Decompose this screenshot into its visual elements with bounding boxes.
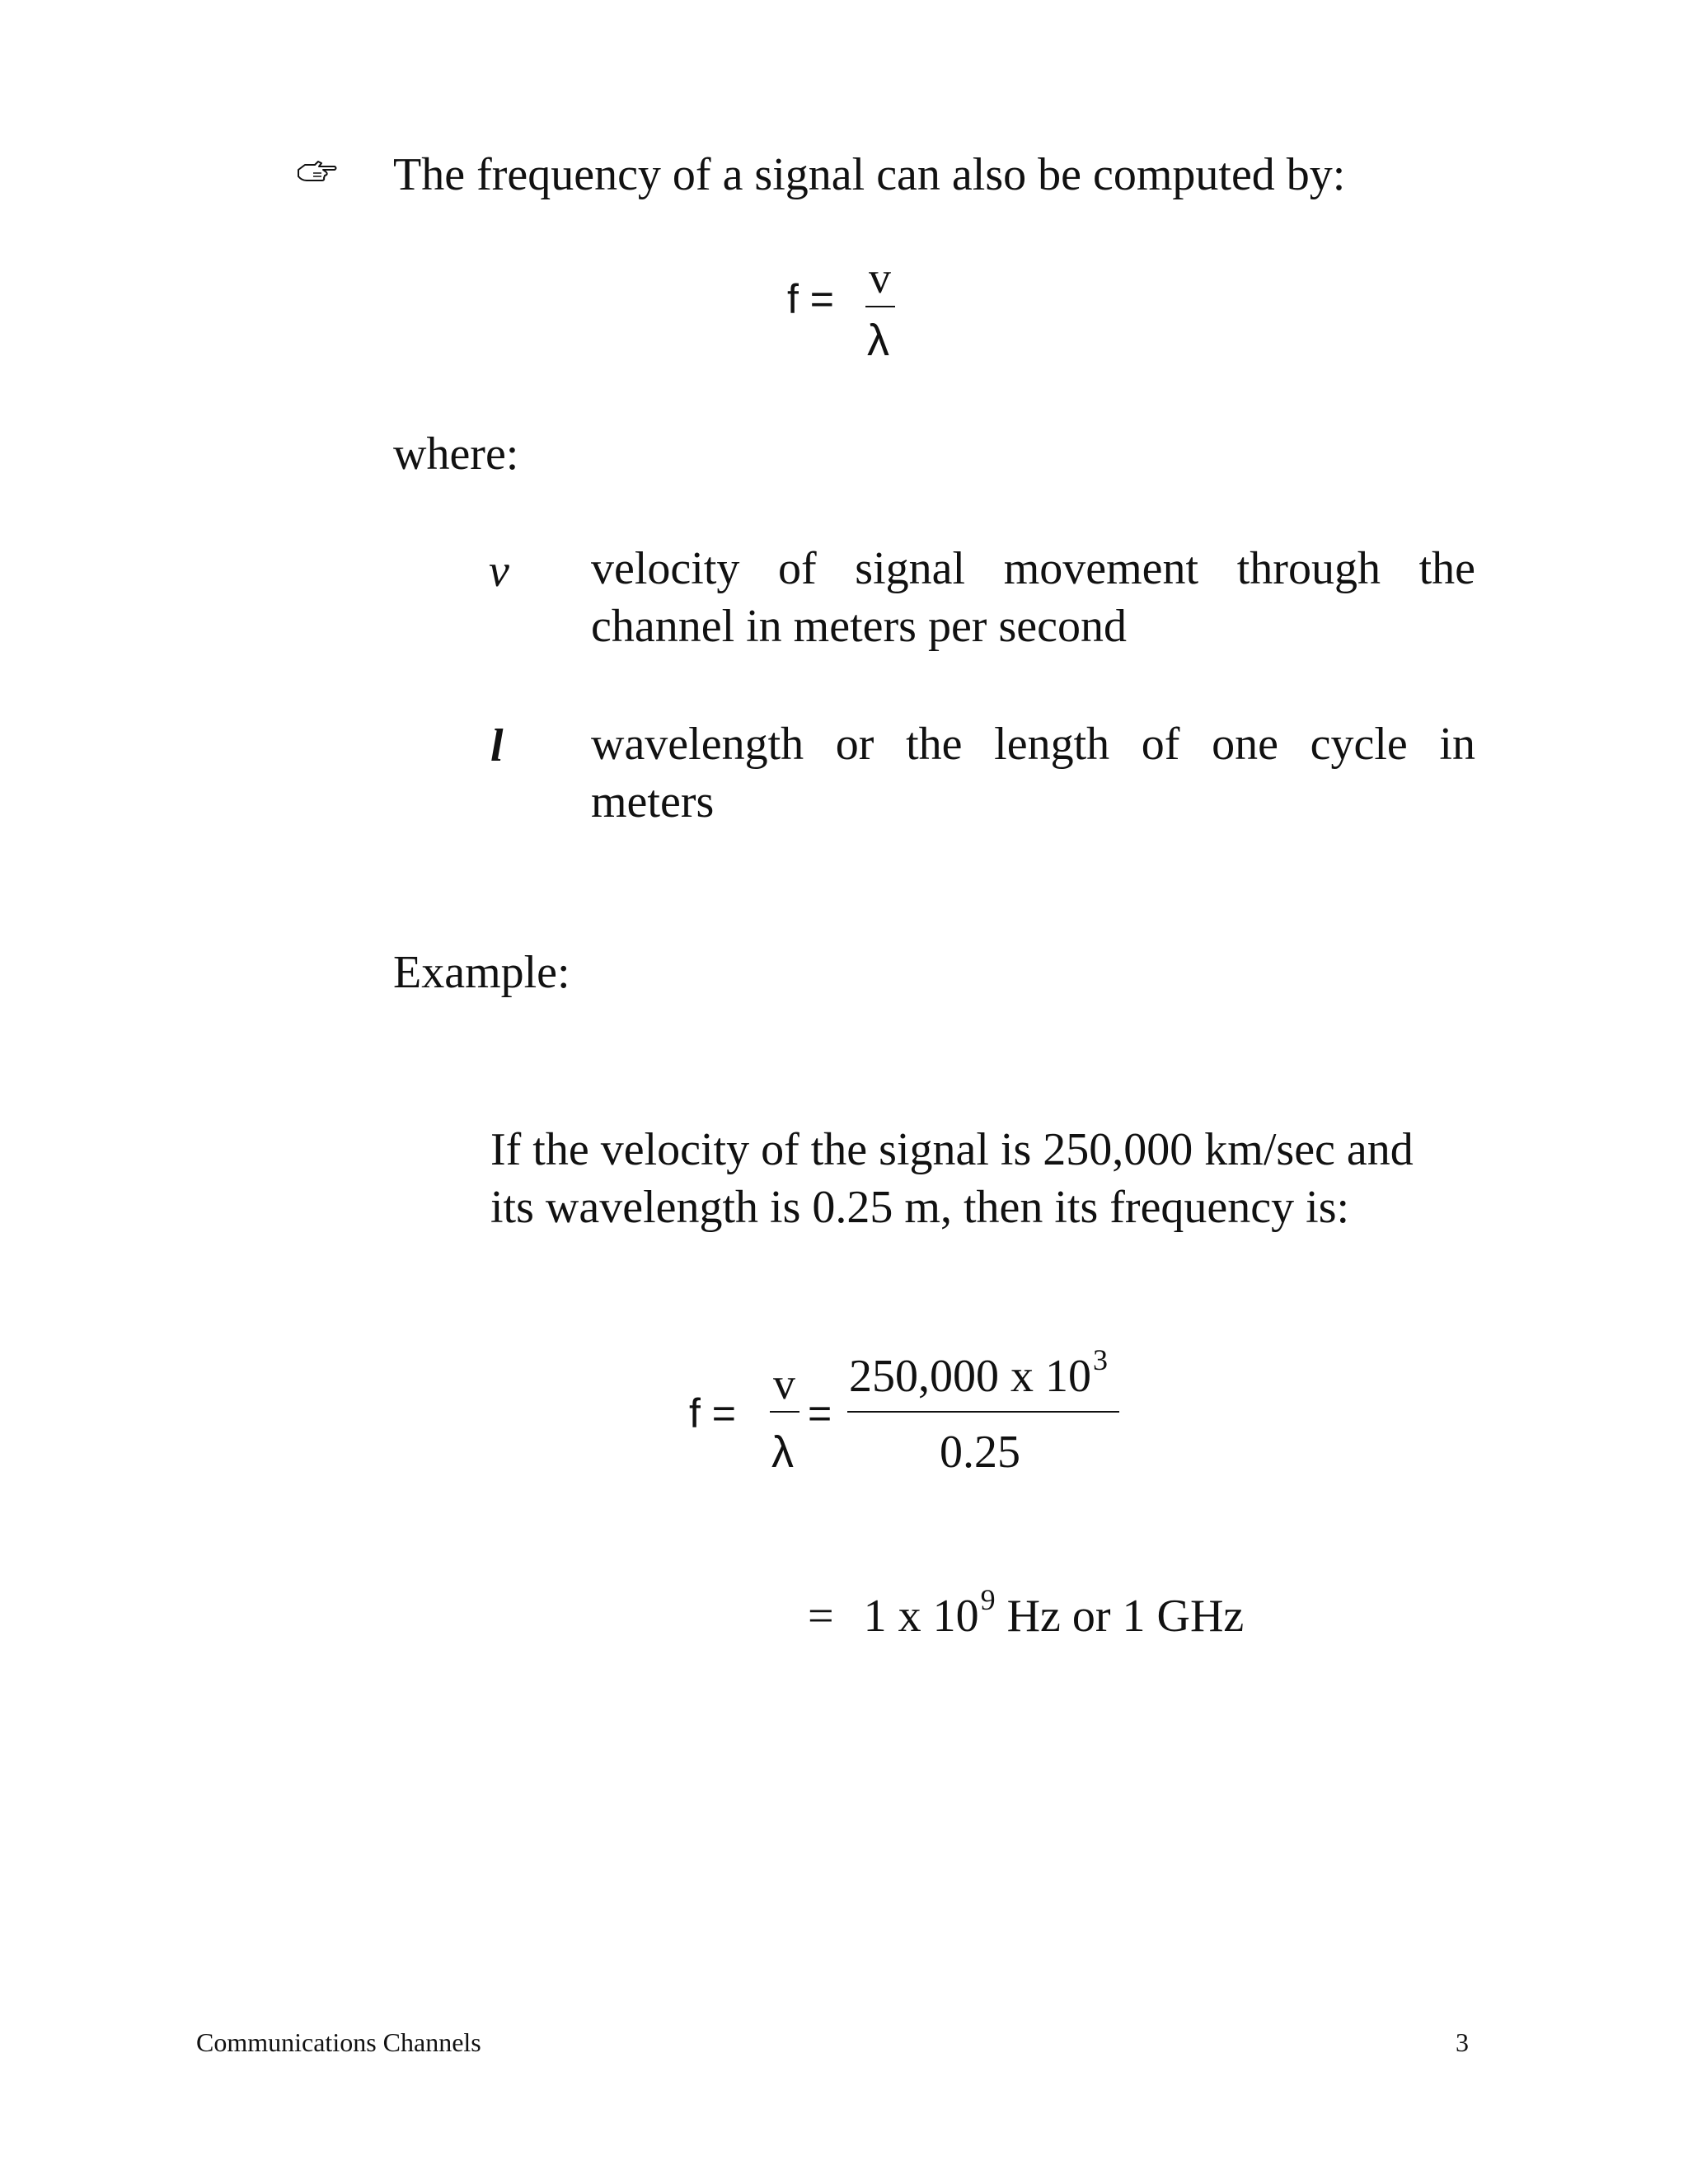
- result-base: 1 x 10: [863, 1591, 979, 1642]
- formula-numerator: v: [869, 253, 891, 302]
- where-label: where:: [393, 429, 519, 480]
- formula-denominator: λ: [867, 316, 889, 365]
- calc-equals: =: [808, 1390, 832, 1436]
- definition-symbol-lambda: l: [490, 720, 504, 771]
- definition-v: [591, 540, 1475, 655]
- calc-big-numerator: [849, 1343, 1108, 1402]
- definition-lambda-line2: meters: [591, 776, 715, 827]
- definition-symbol-v: v: [489, 546, 509, 597]
- result-equals: =: [808, 1591, 834, 1642]
- pointing-hand-icon: [297, 158, 338, 183]
- example-text-line1: If the velocity of the signal is 250,000 km/sec and: [490, 1124, 1414, 1175]
- calc-small-fraction-bar: [770, 1411, 799, 1413]
- calc-result: [808, 1583, 1245, 1642]
- intro-text: The frequency of a signal can also be computed by:: [393, 149, 1346, 200]
- example-text: [490, 1121, 1475, 1236]
- result-suffix: Hz or 1 GHz: [995, 1591, 1245, 1642]
- footer-title: Communications Channels: [196, 2027, 481, 2057]
- example-text-line2: its wavelength is 0.25 m, then its frequency is:: [490, 1182, 1350, 1233]
- calc-big-numerator-base: 250,000 x 10: [849, 1351, 1091, 1402]
- calc-denominator: λ: [771, 1427, 794, 1477]
- definition-lambda: [591, 715, 1475, 831]
- calc-big-fraction-bar: [847, 1411, 1119, 1413]
- calc-big-numerator-exponent: 3: [1093, 1343, 1108, 1376]
- definition-lambda-line1: wavelength or the length of one cycle in: [591, 719, 1475, 770]
- calc-big-denominator: 0.25: [940, 1427, 1020, 1478]
- page-number: 3: [1456, 2027, 1469, 2057]
- calc-numerator: v: [773, 1359, 795, 1408]
- calc-lhs: f =: [689, 1390, 736, 1436]
- formula-lhs: f =: [787, 276, 834, 322]
- result-exponent: 9: [980, 1583, 996, 1616]
- definition-v-line1: velocity of signal movement through the: [591, 543, 1475, 594]
- example-label: Example:: [393, 947, 570, 998]
- formula-fraction-bar: [865, 306, 895, 307]
- definition-v-line2: channel in meters per second: [591, 601, 1127, 652]
